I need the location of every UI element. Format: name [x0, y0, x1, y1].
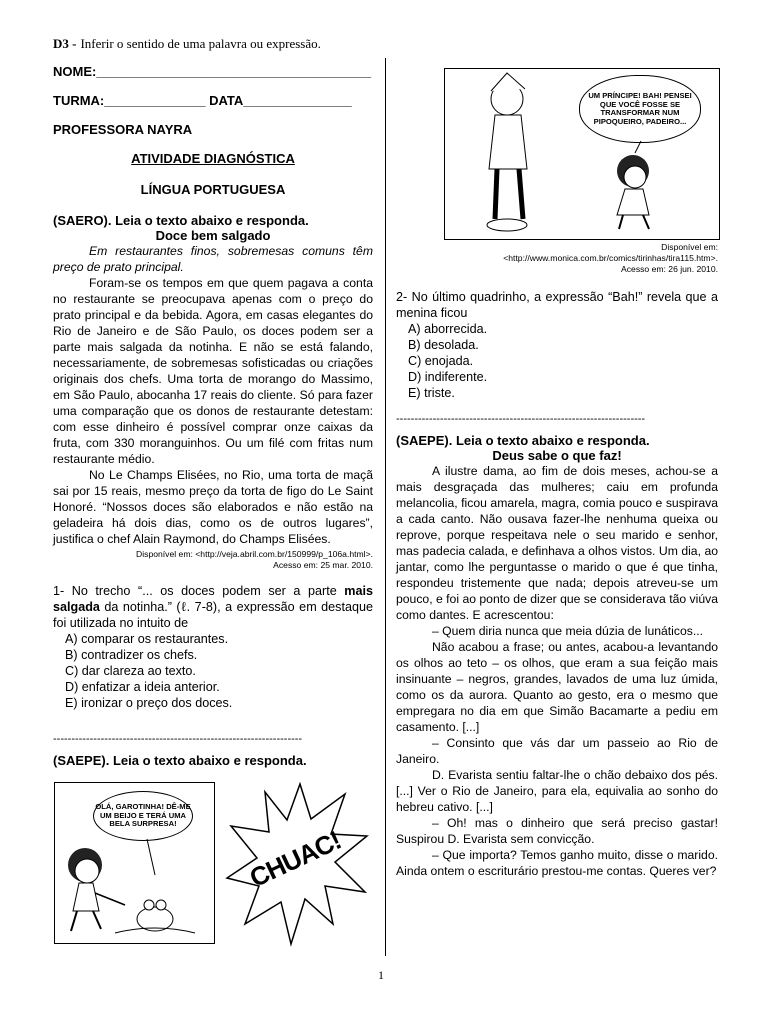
speech-bubble-girl: UM PRÍNCIPE! BAH! PENSEI QUE VOCÊ FOSSE SE TRANSFORMAR NUM PIPOQUEIRO, PADEIRO... — [579, 75, 701, 143]
q1-text-title: Doce bem salgado — [155, 228, 271, 243]
section-divider-2: -------------------------------------------------------------------- — [396, 413, 646, 425]
q1-question-start: 1- No trecho “... os doces podem ser a parte — [53, 584, 345, 598]
q2-options — [396, 321, 718, 401]
comic-strip-part-1 — [53, 774, 373, 964]
q1-lead: Em restaurantes finos, sobremesas comuns têm preço de prato principal. — [53, 244, 373, 274]
q2-option-d[interactable]: D) indiferente. — [408, 370, 488, 384]
subject-title: LÍNGUA PORTUGUESA — [140, 182, 286, 197]
name-field[interactable]: NOME:______________________________________ — [53, 64, 372, 79]
q3-paragraph-5: D. Evarista sentiu faltar-lhe o chão debaixo dos pés. [...] Ver o Rio de Janeiro, para ela, equivalia ao sonho do hebreu cativo. [...] — [396, 768, 718, 814]
q3-paragraph-4: – Consinto que vás dar um passeio ao Rio de Janeiro. — [396, 736, 718, 766]
q2-source-date: Acesso em: 26 jun. 2010. — [621, 264, 718, 274]
q3-instruction: (SAEPE). Leia o texto abaixo e responda. — [396, 433, 650, 448]
q1-instruction: (SAERO). Leia o texto abaixo e responda. — [53, 213, 309, 228]
skill-code: D3 - — [53, 36, 77, 51]
section-divider-1: -------------------------------------------------------------------- — [53, 733, 303, 745]
right-column — [396, 68, 718, 879]
q1-question-highlight: mais salgada — [53, 584, 373, 614]
prince-and-girl-illustration — [445, 69, 719, 239]
q1-option-d[interactable]: D) enfatizar a ideia anterior. — [65, 680, 220, 694]
q2-source — [396, 242, 718, 275]
speech-bubble-frog: OLÁ, GAROTINHA! DÊ-ME UM BEIJO E TERÁ UMA BELA SURPRESA! — [93, 791, 193, 841]
q3-paragraph-6: – Oh! mas o dinheiro que será preciso gastar! Suspirou D. Evarista sem convicção. — [396, 816, 718, 846]
q1-option-a[interactable]: A) comparar os restaurantes. — [65, 632, 229, 646]
q1-paragraph-1: Foram-se os tempos em que quem pagava a conta no restaurante se preocupava apenas com o preço do prato principal e da bebida. Agora, em casas elegantes do Rio de Janeiro e de São Paulo, os doces podem ser a parte mais salgada da notinha. E não se está falando, necessariamente, de sobremesas sofisticadas ou criações originais dos chefs. Uma torta de morango do Massimo, em São Paulo, abocanha 17 reais do cliente. Só para fazer uma comparação que os donos de restaurante detestam: com esse dinheiro é possível comprar onze caixas da fruta, com 330 moranguinhos. Ou um filé com fritas num restaurante médio. — [53, 276, 373, 466]
q1-option-c[interactable]: C) dar clareza ao texto. — [65, 664, 196, 678]
q2-option-e[interactable]: E) triste. — [408, 386, 455, 400]
q1-question — [53, 583, 373, 631]
q3-paragraph-2: – Quem diria nunca que meia dúzia de lunáticos... — [432, 624, 703, 638]
teacher-name: PROFESSORA NAYRA — [53, 122, 193, 137]
q3-paragraph-1: A ilustre dama, ao fim de dois meses, achou-se a mais desgraçada das mulheres; caiu em profunda melancolia, ficou amarela, magra, comia pouco e suspirava a cada canto. Não ousava fazer-lhe nenhuma queixa ou reprove, porque respeitava nele o seu marido e senhor, mas padecia calada, e definhava a olhos vistos. Um dia, ao jantar, como lhe perguntasse o marido o que é que tinha, respondeu tristemente que nada; depois atreveu-se um pouco, e foi ao ponto de dizer que se considerava tão viúva como dantes. E acrescentou: — [396, 464, 718, 622]
girl-and-frog-illustration — [55, 783, 214, 943]
q1-option-e[interactable]: E) ironizar o preço dos doces. — [65, 696, 233, 710]
q2-instruction: (SAEPE). Leia o texto abaixo e responda. — [53, 753, 307, 768]
q2-question: 2- No último quadrinho, a expressão “Bah!” revela que a menina ficou — [396, 290, 718, 320]
q1-option-b[interactable]: B) contradizer os chefs. — [65, 648, 198, 662]
skill-line — [53, 36, 373, 52]
q1-source-date: Acesso em: 25 mar. 2010. — [273, 560, 373, 570]
comic-strip-part-2 — [396, 68, 718, 240]
q2-option-c[interactable]: C) enojada. — [408, 354, 474, 368]
skill-text: Inferir o sentido de uma palavra ou expressão. — [80, 36, 321, 51]
activity-title: ATIVIDADE DIAGNÓSTICA — [131, 151, 295, 166]
class-date-field[interactable]: TURMA:______________ DATA_______________ — [53, 93, 352, 108]
q1-paragraph-2: No Le Champs Elisées, no Rio, uma torta de maçã sai por 15 reais, mesmo preço da torta de figo do Le Saint Honoré. “Nossos doces são elaborados e não estão na geladeira há dois dias, como os de outros lugares”, justifica o chef Alain Raymond, do Champs Elisées. — [53, 468, 373, 546]
q2-source-label: Disponível em: — [661, 242, 718, 252]
q1-source — [53, 549, 373, 571]
column-divider — [385, 58, 386, 956]
q2-option-b[interactable]: B) desolada. — [408, 338, 479, 352]
q3-paragraph-7: – Que importa? Temos ganho muito, disse o marido. Ainda ontem o escriturário prestou-me contas. Queres ver? — [396, 848, 718, 878]
q3-paragraph-3: Não acabou a frase; ou antes, acabou-a levantando os olhos ao teto – os olhos, que eram a sua feição mais insinuante – negros, grandes, lavados de uma luz úmida, como os da aurora. Quanto ao gesto, era o mesmo que empregara no dia em que Simão Bacamarte a pediu em casamento. [...] — [396, 640, 718, 734]
comic-panel-1 — [54, 782, 215, 944]
comic-panel-2 — [225, 774, 371, 952]
q2-option-a[interactable]: A) aborrecida. — [408, 322, 488, 336]
q3-text-title: Deus sabe o que faz! — [492, 448, 622, 463]
sound-effect: CHUAC! — [244, 825, 346, 894]
q1-question-end: da notinha.” (ℓ. 7-8), a expressão em destaque foi utilizada no intuito de — [53, 600, 373, 630]
q1-source-url: Disponível em: <http://veja.abril.com.br/150999/p_106a.html>. — [136, 549, 373, 559]
q1-options — [53, 631, 373, 711]
left-column — [53, 36, 373, 964]
q2-source-url: <http://www.monica.com.br/comics/tirinhas/tira115.htm>. — [503, 253, 718, 263]
page-number: 1 — [378, 968, 384, 982]
comic-panel-3 — [444, 68, 720, 240]
